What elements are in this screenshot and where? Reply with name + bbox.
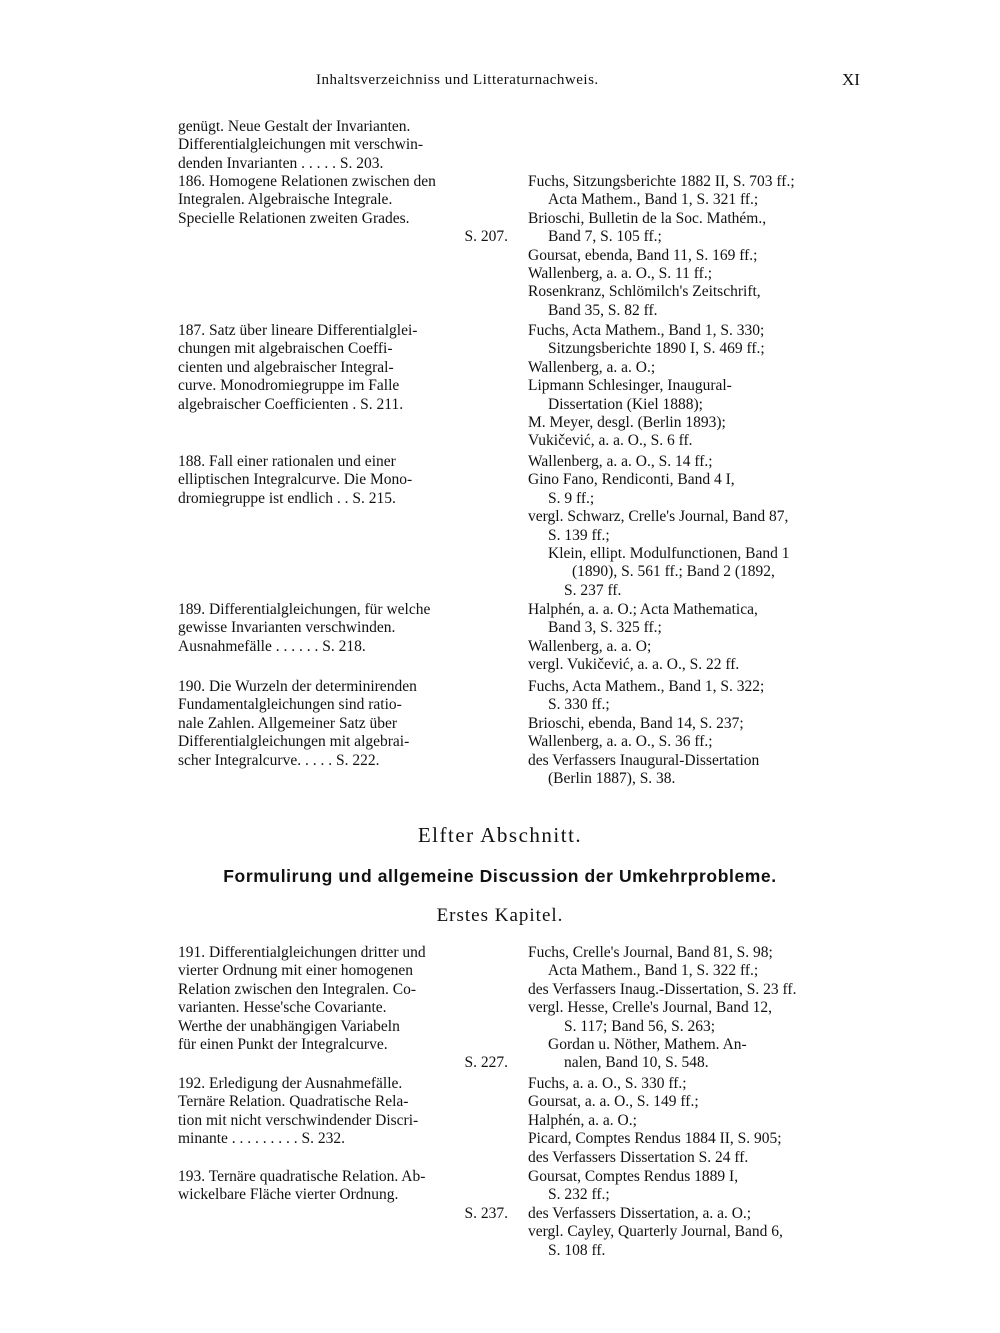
reference-line: Brioschi, ebenda, Band 14, S. 237; [528,714,744,732]
toc-line: 188. Fall einer rationalen und einer [178,453,396,470]
toc-entry-193 [178,1168,508,1223]
reference-line: S. 9 ff.; [548,489,595,507]
reference-line: S. 117; Band 56, S. 263; [564,1017,715,1035]
reference-line: Halphén, a. a. O.; [528,1111,637,1129]
toc-line: varianten. Hesse'sche Covariante. [178,999,387,1017]
reference-line: Band 7, S. 105 ff.; [548,228,662,246]
toc-entry-191 [178,944,508,1073]
reference-line: Band 3, S. 325 ff.; [548,619,662,637]
reference-line: Gino Fano, Rendiconti, Band 4 I, [528,471,735,489]
reference-line: Acta Mathem., Band 1, S. 321 ff.; [548,191,759,209]
toc-entry-186 [178,173,508,247]
reference-line: S. 232 ff.; [548,1186,610,1204]
toc-entry-192 [178,1075,508,1149]
toc-line: Werthe der unabhängigen Variabeln [178,1017,400,1035]
toc-line: Differentialgleichungen mit algebrai- [178,733,410,751]
toc-line: 189. Differentialgleichungen, für welche [178,601,431,618]
reference-line: Goursat, Comptes Rendus 1889 I, [528,1168,739,1185]
toc-line: 190. Die Wurzeln der determinirenden [178,678,417,695]
reference-line: Fuchs, a. a. O., S. 330 ff.; [528,1075,687,1092]
toc-line: Differentialgleichungen mit verschwin- [178,136,424,154]
reference-line: Halphén, a. a. O.; Acta Mathematica, [528,601,758,618]
references-186 [528,173,870,320]
reference-line: Acta Mathem., Band 1, S. 322 ff.; [548,962,759,980]
toc-line: S. 237. [464,1204,508,1222]
reference-line: S. 237 ff. [564,581,622,599]
reference-line: Wallenberg, a. a. O., S. 36 ff.; [528,733,713,751]
reference-line: S. 108 ff. [548,1241,606,1259]
section-title: Elfter Abschnitt. [417,823,583,847]
toc-line: cienten und algebraischer Integral- [178,358,394,376]
toc-line: 191. Differentialgleichungen dritter und [178,944,426,961]
reference-line: Brioschi, Bulletin de la Soc. Mathém., [528,209,767,227]
references-189 [528,601,870,675]
toc-line: denden Invarianten . . . . . S. 203. [178,154,384,172]
running-head: Inhaltsverzeichniss und Litteraturnachweis. [316,72,599,88]
toc-entry-188 [178,453,508,508]
reference-line: Gordan u. Nöther, Mathem. An- [548,1036,747,1054]
reference-line: des Verfassers Inaug.-Dissertation, S. 23 ff. [528,980,797,998]
toc-line: S. 227. [464,1054,508,1072]
toc-line: S. 207. [464,228,508,246]
toc-line: für einen Punkt der Integralcurve. [178,1036,388,1054]
reference-line: S. 330 ff.; [548,696,610,714]
reference-line: S. 139 ff.; [548,526,610,544]
reference-line: nalen, Band 10, S. 548. [564,1054,709,1072]
toc-line: 186. Homogene Relationen zwischen den [178,173,436,190]
toc-line: Ternäre Relation. Quadratische Rela- [178,1093,409,1111]
toc-line: nale Zahlen. Allgemeiner Satz über [178,714,398,732]
toc-line: Fundamentalgleichungen sind ratio- [178,696,402,714]
toc-line: elliptischen Integralcurve. Die Mono- [178,471,413,489]
reference-line: Wallenberg, a. a. O., S. 14 ff.; [528,453,713,470]
toc-line: gewisse Invarianten verschwinden. [178,619,396,637]
reference-line: Wallenberg, a. a. O; [528,637,652,655]
reference-line: Fuchs, Crelle's Journal, Band 81, S. 98; [528,944,773,961]
reference-line: vergl. Hesse, Crelle's Journal, Band 12, [528,999,773,1017]
chapter-title: Erstes Kapitel. [436,905,564,926]
reference-line: vergl. Cayley, Quarterly Journal, Band 6, [528,1223,783,1241]
reference-line: vergl. Schwarz, Crelle's Journal, Band 87, [528,508,789,526]
toc-line: tion mit nicht verschwindender Discri- [178,1111,419,1129]
toc-entry-190 [178,678,508,770]
reference-line: Fuchs, Acta Mathem., Band 1, S. 322; [528,678,765,695]
reference-line: vergl. Vukičević, a. a. O., S. 22 ff. [528,656,740,674]
toc-line: genügt. Neue Gestalt der Invarianten. [178,118,411,135]
toc-line: 192. Erledigung der Ausnahmefälle. [178,1075,403,1092]
reference-line: Goursat, a. a. O., S. 149 ff.; [528,1093,699,1111]
reference-line: Band 35, S. 82 ff. [548,301,658,319]
toc-line: minante . . . . . . . . . S. 232. [178,1130,346,1148]
references-191 [528,944,870,1073]
reference-line: Vukičević, a. a. O., S. 6 ff. [528,432,693,450]
reference-line: Goursat, ebenda, Band 11, S. 169 ff.; [528,246,758,264]
toc-entry-185-continued [178,118,508,173]
toc-line: 187. Satz über lineare Differentialglei- [178,322,418,339]
reference-line: Wallenberg, a. a. O.; [528,358,656,376]
reference-line: Rosenkranz, Schlömilch's Zeitschrift, [528,283,761,301]
reference-line: Fuchs, Sitzungsberichte 1882 II, S. 703 ff.; [528,173,795,190]
reference-line: des Verfassers Dissertation, a. a. O.; [528,1204,752,1222]
toc-line: chungen mit algebraischen Coeffi- [178,340,393,358]
toc-line: dromiegruppe ist endlich . . S. 215. [178,489,396,507]
reference-line: M. Meyer, desgl. (Berlin 1893); [528,414,726,432]
reference-line: Sitzungsberichte 1890 I, S. 469 ff.; [548,340,765,358]
toc-line: curve. Monodromiegruppe im Falle [178,377,400,395]
reference-line: des Verfassers Inaugural-Dissertation [528,751,760,769]
toc-line: 193. Ternäre quadratische Relation. Ab- [178,1168,426,1185]
references-187 [528,322,870,451]
references-190 [528,678,870,788]
reference-line: Fuchs, Acta Mathem., Band 1, S. 330; [528,322,765,339]
reference-line: Lipmann Schlesinger, Inaugural- [528,377,732,395]
references-192 [528,1075,870,1167]
reference-line: Wallenberg, a. a. O., S. 11 ff.; [528,265,712,283]
toc-line: scher Integralcurve. . . . . S. 222. [178,751,380,769]
reference-line: (Berlin 1887), S. 38. [548,770,676,788]
reference-line: Picard, Comptes Rendus 1884 II, S. 905; [528,1130,782,1148]
toc-entry-189 [178,601,508,656]
toc-entry-187 [178,322,508,414]
page-number: XI [842,70,860,89]
toc-line: Specielle Relationen zweiten Grades. [178,209,410,227]
toc-line: vierter Ordnung mit einer homogenen [178,962,414,980]
toc-line: wickelbare Fläche vierter Ordnung. [178,1186,399,1204]
toc-line: Relation zwischen den Integralen. Co- [178,980,417,998]
references-188 [528,453,870,600]
toc-line: algebraischer Coefficienten . S. 211. [178,395,404,413]
reference-line: Klein, ellipt. Modulfunctionen, Band 1 [548,545,790,563]
section-subtitle: Formulirung und allgemeine Discussion der Umkehrprobleme. [223,866,777,886]
reference-line: Dissertation (Kiel 1888); [548,395,703,413]
references-193 [528,1168,870,1260]
toc-line: Ausnahmefälle . . . . . . S. 218. [178,637,366,655]
toc-line: Integralen. Algebraische Integrale. [178,191,393,209]
reference-line: des Verfassers Dissertation S. 24 ff. [528,1148,749,1166]
reference-line: (1890), S. 561 ff.; Band 2 (1892, [572,563,775,581]
